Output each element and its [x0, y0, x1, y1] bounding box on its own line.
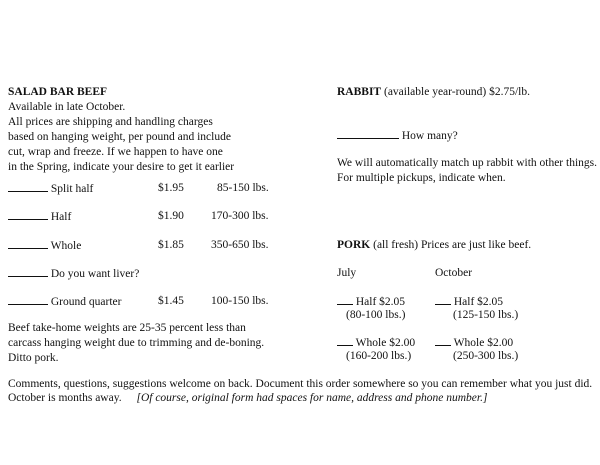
footer-line-2	[8, 391, 487, 406]
option-label: Ground quarter	[50, 296, 122, 308]
beef-option-row	[8, 238, 81, 254]
pork-col-october: October	[435, 267, 473, 279]
footer-italic-note: [Of course, original form had spaces for name, address and phone number.]	[136, 392, 488, 404]
pork-col-july: July	[337, 267, 357, 279]
rabbit-quantity-row	[337, 128, 458, 144]
option-price: $1.90	[158, 210, 184, 222]
option-weight: 350-650 lbs.	[211, 239, 269, 251]
beef-option-row	[8, 266, 139, 282]
option-label: Do you want liver?	[50, 268, 140, 280]
beef-title: SALAD BAR BEEF	[8, 86, 108, 98]
note-line: Ditto pork.	[8, 352, 59, 364]
pork-option-label: Half $2.05	[355, 296, 406, 308]
order-blank[interactable]	[435, 294, 451, 305]
rabbit-how-many: How many?	[401, 130, 458, 142]
note-line: carcass hanging weight due to trimming and de-boning.	[8, 337, 265, 349]
pork-option-weight: (250-300 lbs.)	[453, 350, 519, 362]
order-blank[interactable]	[8, 238, 48, 249]
pork-title: PORK	[337, 239, 371, 251]
option-weight: 170-300 lbs.	[211, 210, 269, 222]
pork-header	[337, 238, 531, 253]
beef-intro	[8, 100, 234, 175]
option-weight: 85-150 lbs.	[217, 182, 269, 194]
beef-intro-line: based on hanging weight, per pound and include	[8, 131, 231, 143]
beef-option-row	[8, 181, 93, 197]
note-line: Beef take-home weights are 25-35 percent less than	[8, 322, 246, 334]
rabbit-note	[337, 156, 597, 186]
pork-option-label: Whole $2.00	[355, 337, 416, 349]
order-blank[interactable]	[8, 266, 48, 277]
pork-option-weight: (125-150 lbs.)	[453, 309, 519, 321]
beef-intro-line: cut, wrap and freeze. If we happen to have one	[8, 146, 223, 158]
order-blank[interactable]	[337, 294, 353, 305]
order-blank[interactable]	[8, 209, 48, 220]
option-label: Split half	[50, 183, 94, 195]
beef-weight-note	[8, 321, 264, 366]
rabbit-title: RABBIT	[337, 86, 382, 98]
pork-subtitle: (all fresh) Prices are just like beef.	[370, 239, 532, 251]
order-blank[interactable]	[8, 294, 48, 305]
footer-line-1: Comments, questions, suggestions welcome on back. Document this order somewhere so you can remember what you just did.	[8, 378, 593, 390]
pork-option-weight: (160-200 lbs.)	[346, 350, 412, 362]
pork-option-label: Half $2.05	[453, 296, 504, 308]
beef-option-row	[8, 209, 71, 225]
pork-option-weight: (80-100 lbs.)	[346, 309, 406, 321]
footer-plain-text: October is months away.	[8, 392, 122, 404]
order-blank[interactable]	[8, 181, 48, 192]
option-label: Whole	[50, 240, 82, 252]
option-label: Half	[50, 211, 72, 223]
note-line: For multiple pickups, indicate when.	[337, 172, 506, 184]
option-price: $1.45	[158, 295, 184, 307]
order-blank[interactable]	[435, 335, 451, 346]
rabbit-quantity-blank[interactable]	[337, 128, 399, 139]
note-line: We will automatically match up rabbit with other things.	[337, 157, 598, 169]
option-price: $1.95	[158, 182, 184, 194]
option-weight: 100-150 lbs.	[211, 295, 269, 307]
pork-option-label: Whole $2.00	[453, 337, 514, 349]
beef-intro-line: All prices are shipping and handling charges	[8, 116, 213, 128]
order-blank[interactable]	[337, 335, 353, 346]
rabbit-subtitle: (available year-round) $2.75/lb.	[381, 86, 531, 98]
option-price: $1.85	[158, 239, 184, 251]
beef-option-row	[8, 294, 121, 310]
beef-intro-line: in the Spring, indicate your desire to get it earlier	[8, 161, 235, 173]
rabbit-header	[337, 85, 530, 100]
beef-intro-line: Available in late October.	[8, 101, 126, 113]
